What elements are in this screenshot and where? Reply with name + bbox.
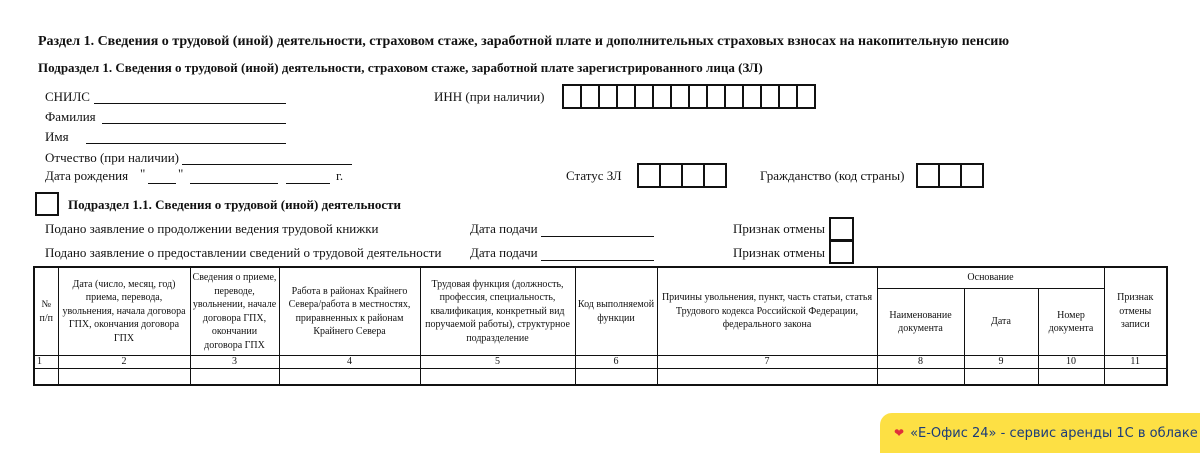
col-cancel-header: Признак отмены записи: [1104, 267, 1167, 356]
cancel-label-1: Признак отмены: [733, 221, 825, 236]
activity-table: [33, 266, 1168, 386]
cancel-checkbox-2[interactable]: [829, 240, 854, 264]
table-cell[interactable]: [279, 369, 420, 386]
first-name-label: Имя: [45, 129, 69, 144]
column-number: 9: [964, 356, 1038, 369]
table-cell[interactable]: [34, 369, 58, 386]
last-name-field[interactable]: [102, 123, 286, 124]
table-cell[interactable]: [877, 369, 964, 386]
birth-year-field[interactable]: [286, 183, 330, 184]
quote-close: ": [178, 166, 184, 181]
table-cell[interactable]: [657, 369, 877, 386]
section-title: Раздел 1. Сведения о трудовой (иной) деятельности, страховом стаже, заработной плате и дополнительных страховых взносах на накопительную пенсию: [38, 34, 1010, 49]
column-number: 1: [34, 356, 58, 369]
promo-banner[interactable]: [880, 413, 1200, 453]
col-date-header: Дата (число, месяц, год) приема, перевода, увольнения, начала договора ГПХ, окончания договора ГПХ: [58, 267, 190, 356]
provide-info-label: Подано заявление о предоставлении сведений о трудовой деятельности: [45, 245, 442, 260]
column-number: 7: [657, 356, 877, 369]
date-filed-field-2[interactable]: [541, 260, 654, 261]
date-filed-label-1: Дата подачи: [470, 221, 538, 236]
column-number: 4: [279, 356, 420, 369]
birth-date-label: Дата рождения: [45, 168, 129, 183]
inn-cells[interactable]: [562, 84, 816, 109]
table-cell[interactable]: [1104, 369, 1167, 386]
patronymic-field[interactable]: [182, 164, 352, 165]
cancel-checkbox-1[interactable]: [829, 217, 854, 241]
table-cell[interactable]: [420, 369, 575, 386]
date-filed-field-1[interactable]: [541, 236, 654, 237]
heart-icon: ❤: [894, 426, 905, 440]
birth-day-field[interactable]: [148, 183, 176, 184]
table-cell[interactable]: [964, 369, 1038, 386]
table-cell[interactable]: [1038, 369, 1104, 386]
snils-field[interactable]: [94, 103, 286, 104]
column-number: 5: [420, 356, 575, 369]
col-doc-date-header: Дата: [964, 289, 1038, 356]
table-cell[interactable]: [190, 369, 279, 386]
subsection-checkbox[interactable]: [35, 192, 59, 216]
col-number-header: № п/п: [34, 267, 58, 356]
promo-text: «Е-Офис 24» - сервис аренды 1С в облаке: [910, 425, 1198, 441]
basis-group-header: Основание: [877, 267, 1104, 289]
column-numbers-row: [34, 356, 1167, 369]
inn-label: ИНН (при наличии): [434, 89, 545, 104]
table-cell[interactable]: [58, 369, 190, 386]
birth-month-field[interactable]: [190, 183, 278, 184]
continue-book-label: Подано заявление о продолжении ведения трудовой книжки: [45, 221, 379, 236]
status-cells[interactable]: [637, 163, 727, 188]
subsection11-title: Подраздел 1.1. Сведения о трудовой (иной) деятельности: [68, 197, 401, 212]
status-label: Статус ЗЛ: [566, 168, 622, 183]
column-number: 3: [190, 356, 279, 369]
cancel-label-2: Признак отмены: [733, 245, 825, 260]
last-name-label: Фамилия: [45, 109, 96, 124]
quote-open: ": [140, 166, 146, 181]
col-reason-header: Причины увольнения, пункт, часть статьи, статья Трудового кодекса Российской Федерации, федерального закона: [657, 267, 877, 356]
first-name-field[interactable]: [86, 143, 286, 144]
table-cell[interactable]: [575, 369, 657, 386]
col-event-header: Сведения о приеме, переводе, увольнении, начале договора ГПХ, окончании договора ГПХ: [190, 267, 279, 356]
year-suffix: г.: [336, 168, 344, 183]
col-function-header: Трудовая функция (должность, профессия, специальность, квалификация, конкретный вид поручаемой работы), структурное подразделение: [420, 267, 575, 356]
citizenship-label: Гражданство (код страны): [760, 168, 905, 183]
column-number: 8: [877, 356, 964, 369]
col-doc-number-header: Номер документа: [1038, 289, 1104, 356]
col-north-header: Работа в районах Крайнего Севера/работа в местностях, приравненных к районам Крайнего Севера: [279, 267, 420, 356]
column-number: 2: [58, 356, 190, 369]
column-number: 11: [1104, 356, 1167, 369]
column-number: 10: [1038, 356, 1104, 369]
table-row: [34, 369, 1167, 386]
citizenship-cells[interactable]: [916, 163, 984, 188]
col-doc-name-header: Наименование документа: [877, 289, 964, 356]
patronymic-label: Отчество (при наличии): [45, 150, 180, 165]
subsection-title: Подраздел 1. Сведения о трудовой (иной) деятельности, страховом стаже, заработной плате зарегистрированного лица (ЗЛ): [38, 60, 763, 75]
date-filed-label-2: Дата подачи: [470, 245, 538, 260]
col-code-header: Код выполняемой функции: [575, 267, 657, 356]
snils-label: СНИЛС: [45, 89, 90, 104]
column-number: 6: [575, 356, 657, 369]
